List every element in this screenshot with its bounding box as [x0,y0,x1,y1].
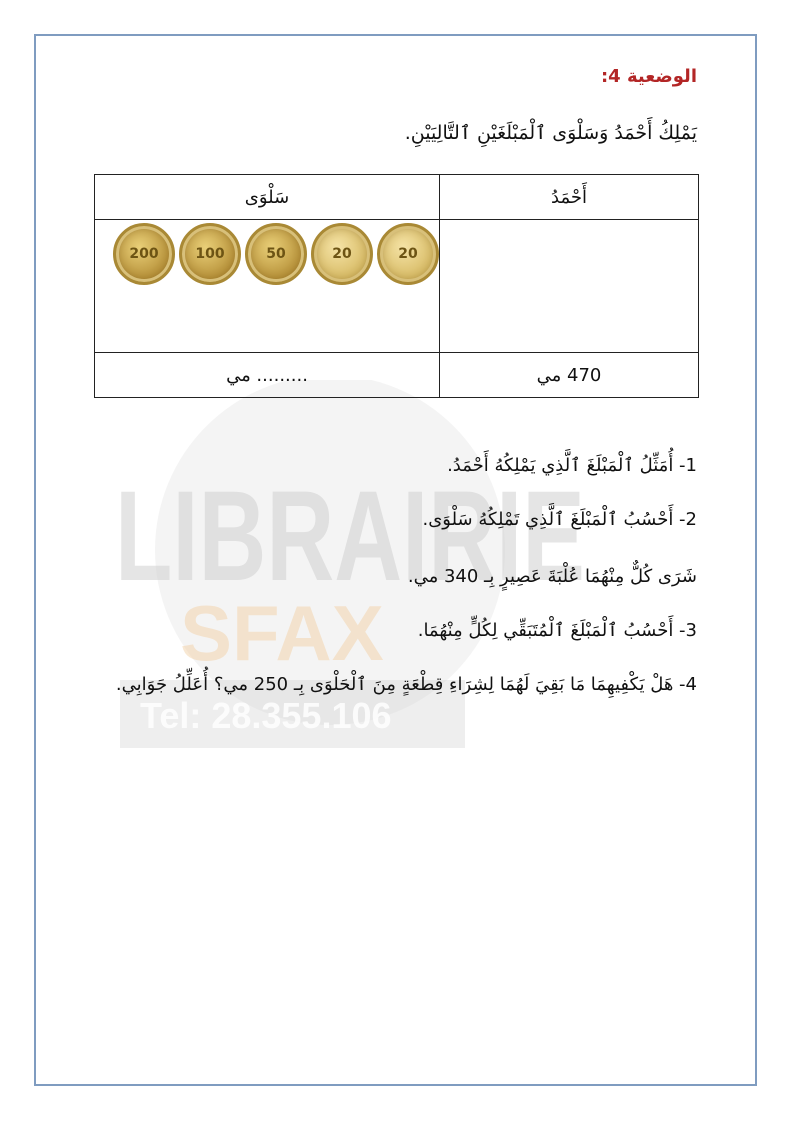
question-4: 4- هَلْ يَكْفِيهِمَا مَا بَقِيَ لَهُمَا لِشِرَاءِ قِطْعَةٍ مِنَ ٱلْحَلْوَى بِـ 250 مي؟ أُعَلِّلُ جَوَابِي. [115,674,697,695]
amounts-row [95,353,699,398]
situation-intro: يَمْلِكُ أَحْمَدُ وَسَلْوَى ٱلْمَبْلَغَيْنِ ٱلتَّالِيَيْنِ. [404,122,697,144]
watermark-line1: LIBRAIRIE [115,465,585,608]
coin-20-first: 20 [311,223,373,285]
question-1: 1- أُمَثِّلُ ٱلْمَبْلَغَ ٱلَّذِي يَمْلِكُهُ أَحْمَدُ. [447,455,697,476]
coin-50: 50 [245,223,307,285]
coin-200: 200 [113,223,175,285]
watermark-line2: SFAX [180,589,384,677]
question-2: 2- أَحْسُبُ ٱلْمَبْلَغَ ٱلَّذِي تَمْلِكُهُ سَلْوَى. [422,509,697,530]
coin-list [95,220,439,285]
amount-salwa: ......... مي [95,353,440,398]
amounts-table [94,174,699,398]
situation-title: الوضعية 4: [600,66,697,87]
amount-ahmed: 470 مي [440,353,699,398]
coin-100: 100 [179,223,241,285]
question-3: 3- أَحْسُبُ ٱلْمَبْلَغَ ٱلْمُتَبَقِّي لِكُلٍّ مِنْهُمَا. [417,620,697,641]
coins-row [95,220,699,353]
watermark-line3: Tel: 28.355.106 [140,695,392,736]
coin-20-second: 20 [377,223,439,285]
header-salwa: سَلْوَى [95,175,440,220]
salwa-coins-cell [95,220,440,353]
purchase-statement: شَرَى كُلٌّ مِنْهُمَا عُلْبَةَ عَصِيرٍ بِـ 340 مي. [407,566,697,587]
table-header-row [95,175,699,220]
ahmed-coins-cell [440,220,699,353]
header-ahmed: أَحْمَدُ [440,175,699,220]
